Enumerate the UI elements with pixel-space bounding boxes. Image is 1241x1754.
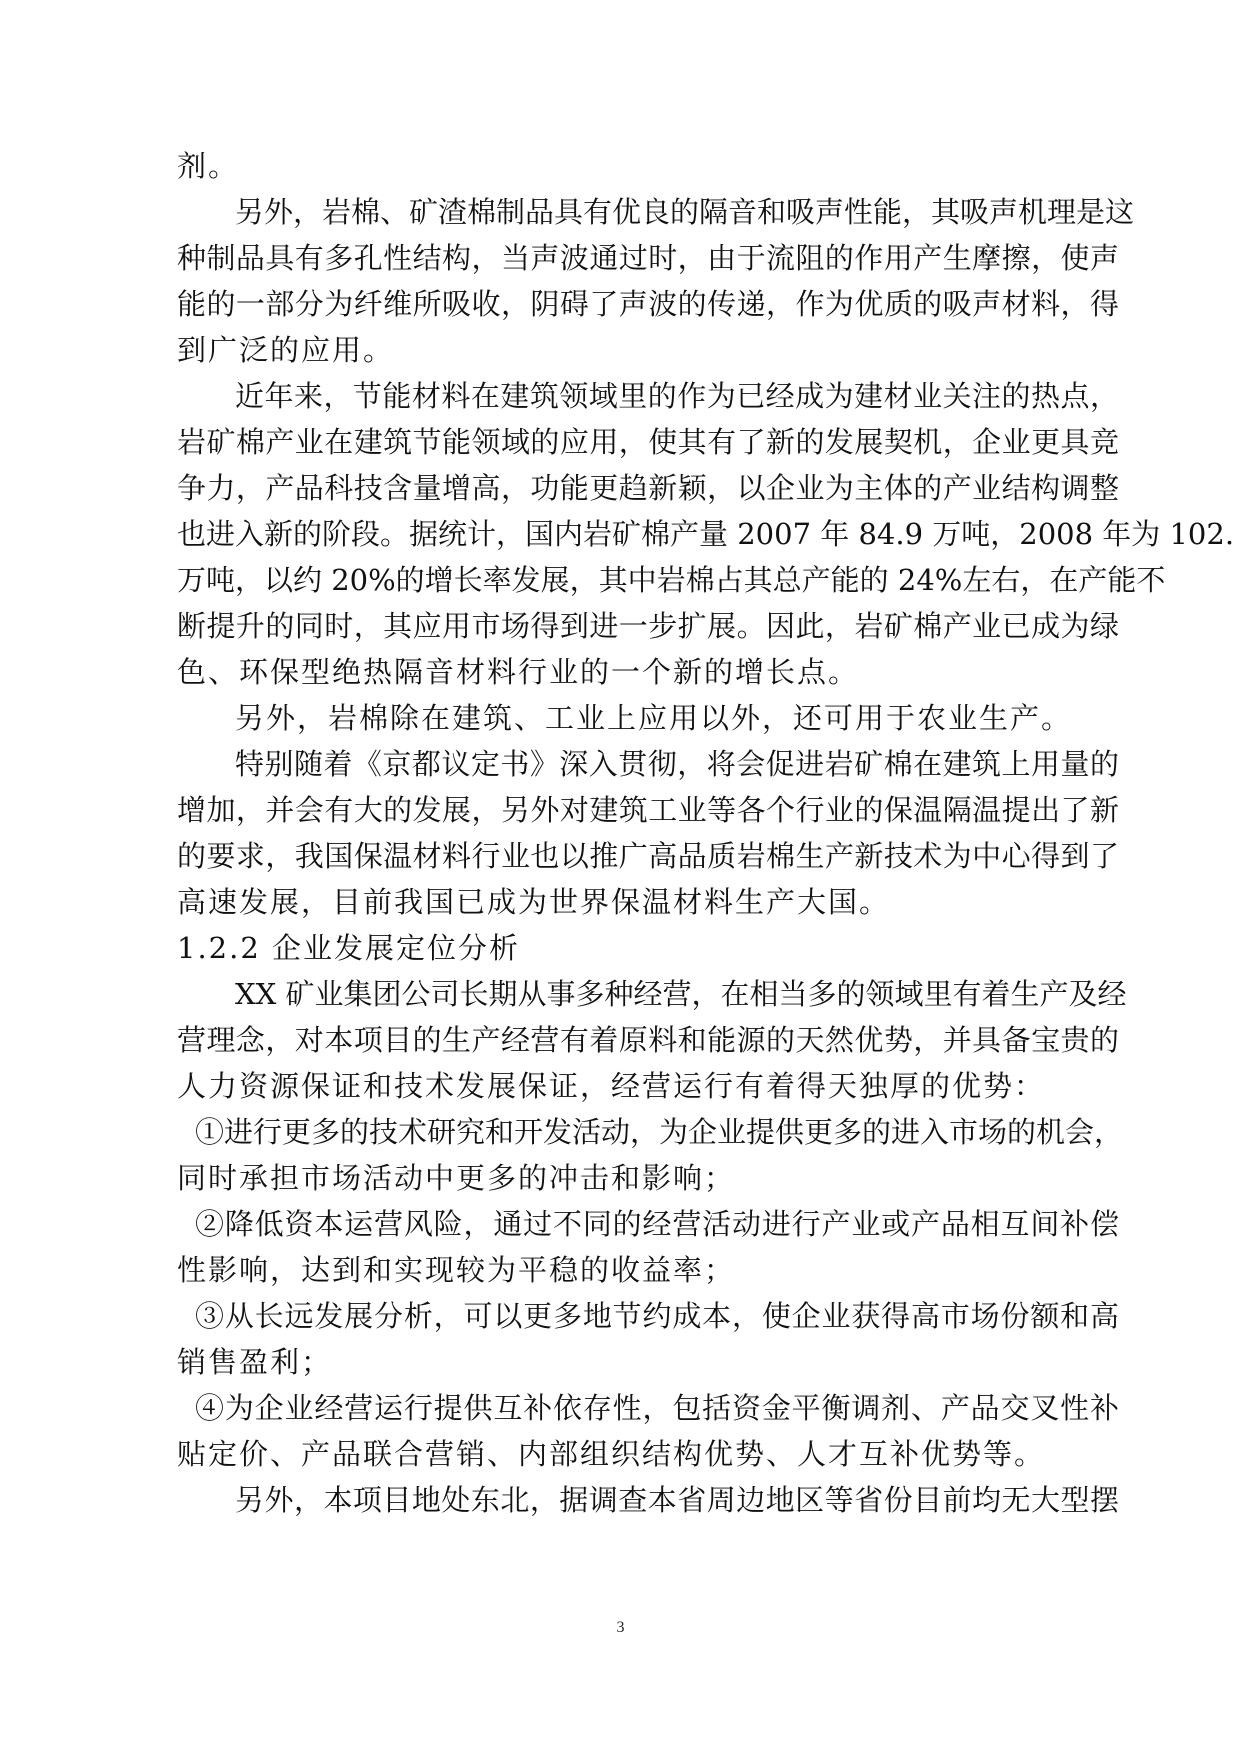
text-line: 到广泛的应用。 [177, 333, 395, 367]
text-line: 增加，并会有大的发展，另外对建筑工业等各个行业的保温隔温提出了新 [177, 793, 1119, 827]
text-line: 销售盈利； [177, 1345, 333, 1379]
section-heading: 1.2.2 企业发展定位分析 [177, 931, 521, 965]
list-item: ③从长远发展分析，可以更多地节约成本，使企业获得高市场份额和高 [195, 1299, 1119, 1333]
text-line: XX 矿业集团公司长期从事多种经营，在相当多的领域里有着生产及经 [235, 977, 1127, 1011]
text-line: 人力资源保证和技术发展保证，经营运行有着得天独厚的优势： [177, 1069, 1046, 1103]
text-line: 争力，产品科技含量增高，功能更趋新颖，以企业为主体的产业结构调整 [177, 471, 1119, 505]
text-line: 种制品具有多孔性结构，当声波通过时，由于流阻的作用产生摩擦，使声 [177, 241, 1119, 275]
text-line: 近年来，节能材料在建筑领域里的作为已经成为建材业关注的热点， [235, 379, 1119, 413]
page-number: 3 [616, 1619, 625, 1636]
text-line: 剂。 [177, 149, 240, 183]
list-item: ②降低资本运营风险，通过不同的经营活动进行产业或产品相互间补偿 [195, 1207, 1119, 1241]
list-item: ①进行更多的技术研究和开发活动，为企业提供更多的进入市场的机会， [195, 1115, 1124, 1149]
text-line: 断提升的同时，其应用市场得到进一步扩展。因此，岩矿棉产业已成为绿 [177, 609, 1119, 643]
text-line: 岩矿棉产业在建筑节能领域的应用，使其有了新的发展契机，企业更具竞 [177, 425, 1119, 459]
text-line: 同时承担市场活动中更多的冲击和影响； [177, 1161, 736, 1195]
text-line: 色、环保型绝热隔音材料行业的一个新的增长点。 [177, 655, 860, 689]
list-item: ④为企业经营运行提供互补依存性，包括资金平衡调剂、产品交叉性补 [195, 1391, 1119, 1425]
text-line: 能的一部分为纤维所吸收，阴碍了声波的传递，作为优质的吸声材料，得 [177, 287, 1119, 321]
text-line: 另外，岩棉除在建筑、工业上应用以外，还可用于农业生产。 [235, 701, 1073, 735]
text-line: 的要求，我国保温材料行业也以推广高品质岩棉生产新技术为中心得到了 [177, 839, 1119, 873]
text-line: 营理念，对本项目的生产经营有着原料和能源的天然优势，并具备宝贵的 [177, 1023, 1119, 1057]
text-line: 万吨，以约 20%的增长率发展，其中岩棉占其总产能的 24%左右，在产能不 [177, 563, 1166, 597]
text-line: 特别随着《京都议定书》深入贯彻，将会促进岩矿棉在建筑上用量的 [235, 747, 1119, 781]
text-line: 贴定价、产品联合营销、内部组织结构优势、人才互补优势等。 [177, 1437, 1046, 1471]
text-line: 另外，本项目地处东北，据调查本省周边地区等省份目前均无大型摆 [235, 1483, 1119, 1517]
text-line: 也进入新的阶段。据统计，国内岩矿棉产量 2007 年 84.9 万吨，2008 年为 102. [177, 517, 1235, 551]
text-line: 高速发展，目前我国已成为世界保温材料生产大国。 [177, 885, 891, 919]
text-line: 性影响，达到和实现较为平稳的收益率； [177, 1253, 736, 1287]
text-line: 另外，岩棉、矿渣棉制品具有优良的隔音和吸声性能，其吸声机理是这 [235, 195, 1135, 229]
